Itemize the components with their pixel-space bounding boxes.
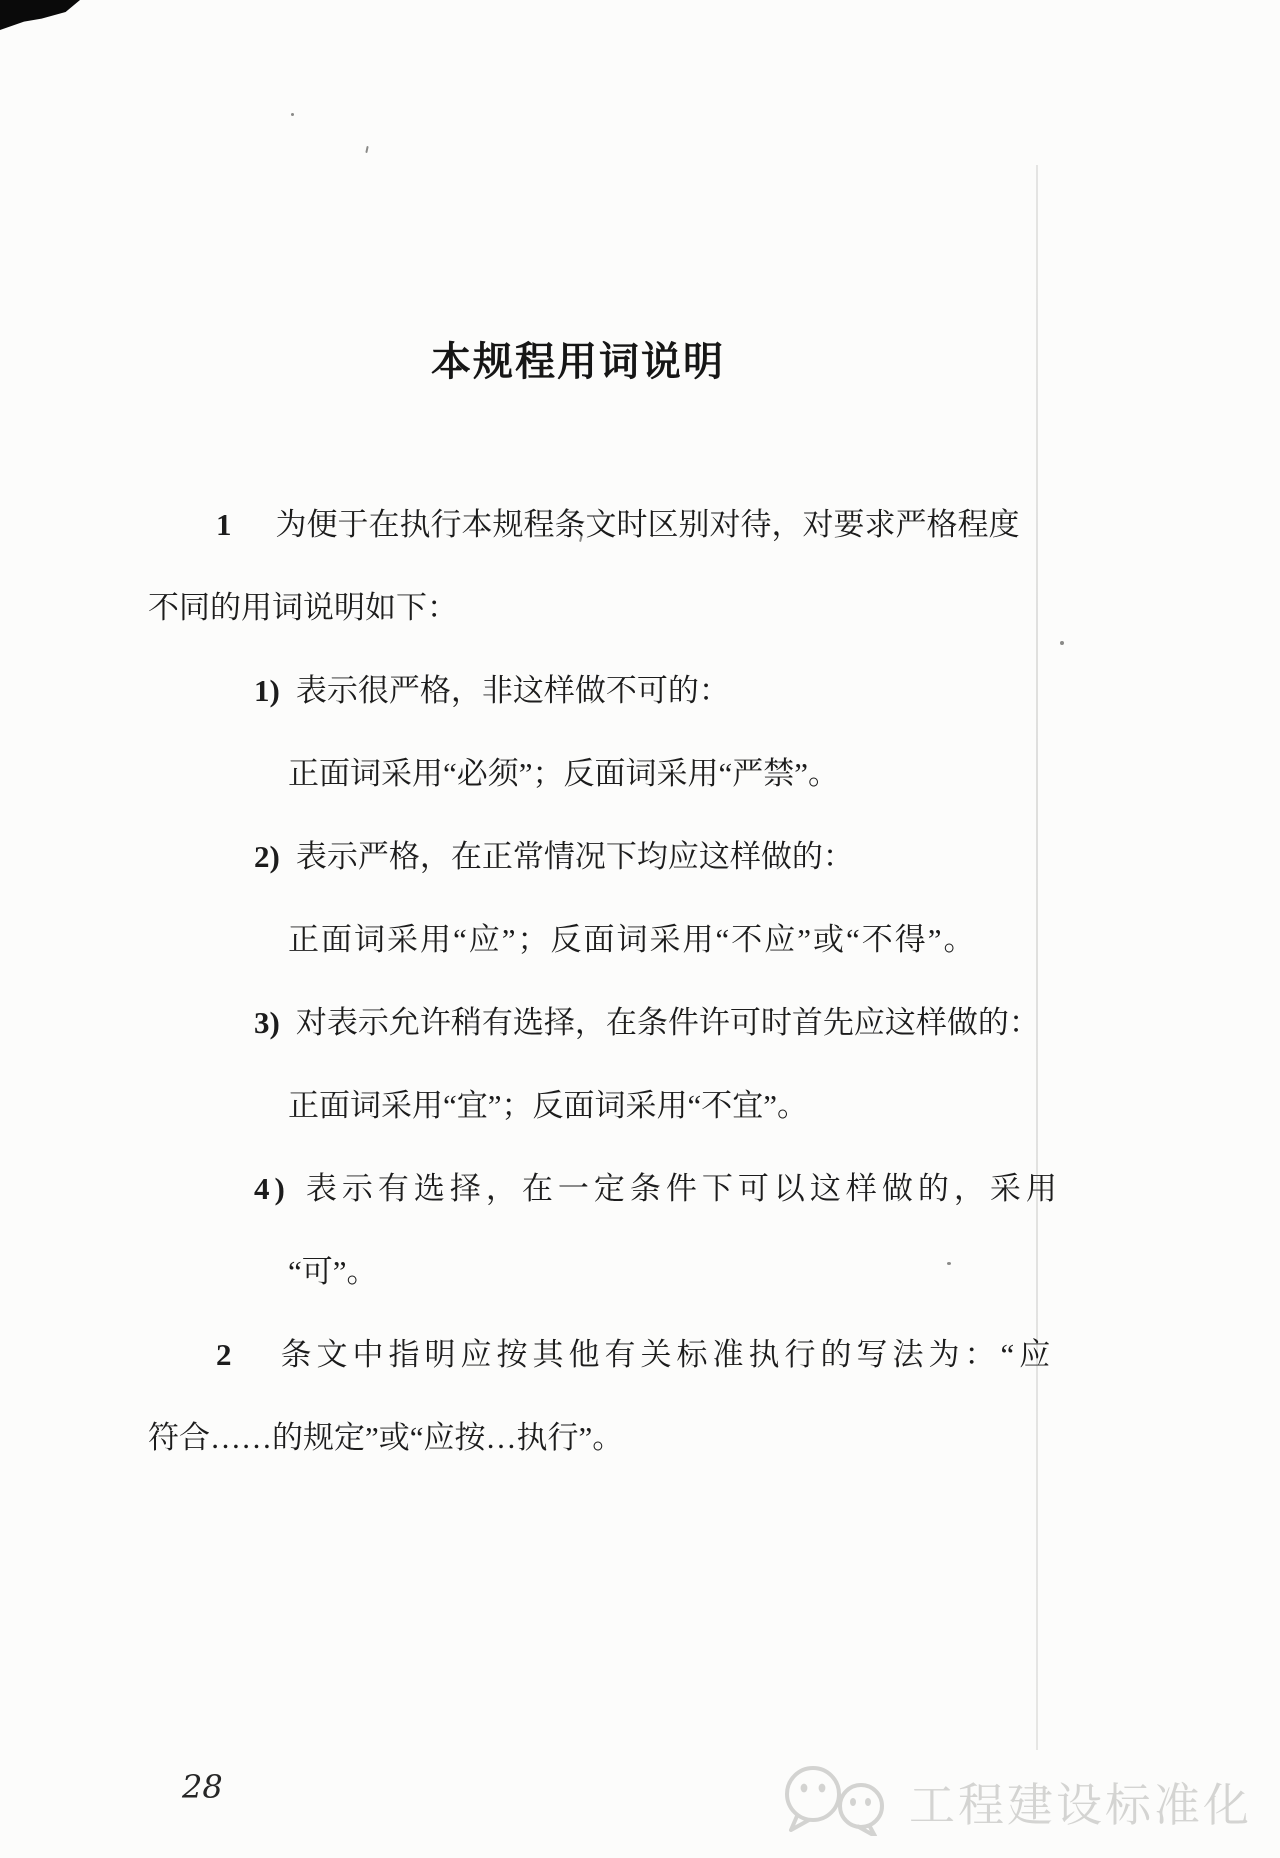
para1-line2: [148, 582, 1048, 634]
item4-line2: [148, 1246, 1048, 1298]
item3-number: 3): [254, 1005, 280, 1040]
item2-line2-text: 正面词采用“应”；反面词采用“不应”或“不得”。: [288, 922, 977, 957]
item1-line2-text: 正面词采用“必须”；反面词采用“严禁”。: [288, 756, 840, 791]
item4-line2-text: “可”。: [288, 1254, 378, 1289]
para1-line1: [148, 499, 1048, 551]
item1-line2: [148, 748, 1048, 800]
scan-speck: [291, 113, 294, 116]
item3-line2-text: 正面词采用“宜”；反面词采用“不宜”。: [288, 1088, 809, 1123]
watermark-text: 工程建设标准化: [909, 1778, 1252, 1831]
item2-line1-text: 表示严格，在正常情况下均应这样做的：: [295, 839, 854, 874]
item4-number: 4): [254, 1171, 290, 1206]
page-title: 本规程用词说明: [431, 339, 725, 384]
item2-line1: [148, 831, 1048, 883]
para2-line1-text: 条文中指明应按其他有关标准执行的写法为：“应: [280, 1337, 1056, 1372]
wechat-logo-icon: [779, 1762, 899, 1841]
para2-line2-text: 符合……的规定”或“应按…执行”。: [148, 1420, 624, 1455]
item1-line1: [148, 665, 1048, 717]
scan-speck: [365, 146, 368, 153]
watermark: [779, 1762, 1252, 1841]
item2-number: 2): [254, 839, 280, 874]
para1-line1-text: 为便于在执行本规程条文时区别对待，对要求严格程度: [275, 507, 1020, 542]
para2-line2: [148, 1412, 1048, 1464]
scan-speck: [1060, 641, 1064, 645]
page-number: 28: [182, 1768, 223, 1806]
item1-line1-text: 表示很严格，非这样做不可的：: [295, 673, 730, 708]
item4-line1: [148, 1163, 1062, 1215]
para2-line1: [148, 1329, 1056, 1381]
item4-line1-text: 表示有选择，在一定条件下可以这样做的，采用: [305, 1171, 1062, 1206]
item2-line2: [148, 914, 1048, 966]
para1-line2-text: 不同的用词说明如下：: [148, 590, 458, 625]
scan-corner-artifact: [0, 0, 80, 30]
item3-line2: [148, 1080, 1048, 1132]
item1-number: 1): [254, 673, 280, 708]
item3-line1-text: 对表示允许稍有选择，在条件许可时首先应这样做的：: [295, 1005, 1040, 1040]
item3-line1: [148, 997, 1048, 1049]
para1-number: 1: [216, 507, 232, 542]
para2-number: 2: [216, 1337, 237, 1372]
document-body: [148, 468, 1062, 1495]
